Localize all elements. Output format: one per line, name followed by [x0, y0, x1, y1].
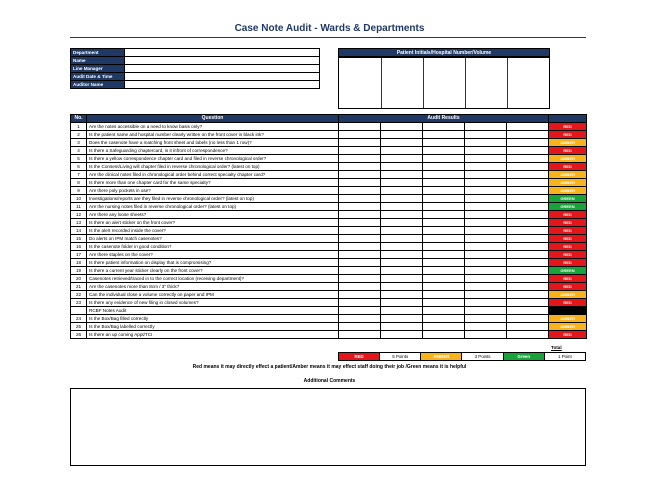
audit-result-cell[interactable]: [339, 323, 381, 331]
audit-result-cell[interactable]: [339, 147, 381, 155]
title-rule: [70, 37, 586, 38]
audit-result-cell[interactable]: [381, 195, 423, 203]
column-divider: [423, 58, 424, 108]
question-number: 12: [71, 211, 87, 219]
question-text: Is the Box/Bag labelled correctly: [87, 323, 339, 331]
audit-result-cell[interactable]: [339, 267, 381, 275]
question-number: 24: [71, 315, 87, 323]
legend-item: Green: [503, 353, 544, 361]
legend-item: AMBER: [421, 353, 462, 361]
question-text: Is the casenote folder in good condition?: [87, 243, 339, 251]
question-text: Is there a current year sticker clearly on the front cover?: [87, 267, 339, 275]
status-badge: GREEN: [549, 267, 587, 275]
audit-result-cell[interactable]: [423, 195, 465, 203]
audit-result-cell[interactable]: [423, 323, 465, 331]
status-badge: RED: [549, 227, 587, 235]
info-value[interactable]: [124, 49, 319, 57]
audit-result-cell[interactable]: [465, 163, 507, 171]
audit-result-cell[interactable]: [465, 195, 507, 203]
question-row: [71, 275, 587, 283]
status-badge: RED: [549, 147, 587, 155]
audit-result-cell[interactable]: [381, 235, 423, 243]
question-number: [71, 307, 87, 315]
question-number: 26: [71, 331, 87, 339]
audit-result-cell[interactable]: [465, 315, 507, 323]
audit-result-cell[interactable]: [381, 259, 423, 267]
question-row: [71, 203, 587, 211]
audit-result-cell[interactable]: [381, 283, 423, 291]
audit-result-cell[interactable]: [381, 179, 423, 187]
question-row: [71, 155, 587, 163]
audit-result-cell[interactable]: [465, 219, 507, 227]
audit-result-cell[interactable]: [339, 227, 381, 235]
question-number: 11: [71, 203, 87, 211]
audit-result-cell[interactable]: [507, 131, 549, 139]
audit-result-cell[interactable]: [423, 235, 465, 243]
question-row: [71, 331, 587, 339]
question-row: [71, 179, 587, 187]
status-badge: [549, 307, 587, 315]
audit-result-cell[interactable]: [381, 251, 423, 259]
audit-result-cell[interactable]: [465, 211, 507, 219]
audit-result-cell[interactable]: [465, 259, 507, 267]
audit-result-cell[interactable]: [465, 147, 507, 155]
question-number: 1: [71, 123, 87, 131]
audit-result-cell[interactable]: [423, 139, 465, 147]
info-row: [71, 65, 320, 73]
audit-result-cell[interactable]: [381, 315, 423, 323]
audit-result-cell[interactable]: [339, 163, 381, 171]
audit-result-cell[interactable]: [423, 267, 465, 275]
info-label: Name: [71, 57, 125, 65]
col-no: No.: [71, 115, 87, 123]
audit-result-cell[interactable]: [381, 307, 423, 315]
question-number: 6: [71, 163, 87, 171]
info-row: [71, 81, 320, 89]
audit-result-cell[interactable]: [381, 243, 423, 251]
info-row: [71, 49, 320, 57]
legend-item: 3 Points: [462, 353, 503, 361]
col-results: Audit Results: [339, 115, 549, 123]
question-text: Are there poly pockets in use?: [87, 187, 339, 195]
question-row: [71, 291, 587, 299]
audit-result-cell[interactable]: [381, 299, 423, 307]
audit-result-cell[interactable]: [465, 299, 507, 307]
audit-result-cell[interactable]: [339, 187, 381, 195]
comments-box[interactable]: [70, 388, 586, 466]
question-number: 16: [71, 243, 87, 251]
audit-result-cell[interactable]: [507, 251, 549, 259]
audit-result-cell[interactable]: [465, 323, 507, 331]
audit-result-cell[interactable]: [423, 331, 465, 339]
question-row: [71, 139, 587, 147]
question-row: [71, 267, 587, 275]
audit-result-cell[interactable]: [507, 275, 549, 283]
question-row: [71, 307, 587, 315]
info-label: Audit Date & Time: [71, 73, 125, 81]
audit-result-cell[interactable]: [465, 171, 507, 179]
audit-result-cell[interactable]: [423, 131, 465, 139]
question-text: Is the Consent/Living will chapter filed in reverse chronological order? (latest on top): [87, 163, 339, 171]
question-number: 18: [71, 259, 87, 267]
patient-header: Patient Initials/Hospital Number/Volume: [338, 48, 550, 57]
status-badge: RED: [549, 219, 587, 227]
question-text: Is the alert recorded inside the cover?: [87, 227, 339, 235]
question-number: 7: [71, 171, 87, 179]
audit-result-cell[interactable]: [423, 147, 465, 155]
audit-result-cell[interactable]: [381, 291, 423, 299]
question-text: Investigations/reports are they filed in reverse chronological order? (latest on top): [87, 195, 339, 203]
audit-result-cell[interactable]: [423, 291, 465, 299]
question-text: Is there an alert sticker on the front cover?: [87, 219, 339, 227]
question-text: Is there a yellow correspondence chapter card and filed in reverse chronological order?: [87, 155, 339, 163]
audit-result-cell[interactable]: [381, 171, 423, 179]
audit-result-cell[interactable]: [465, 179, 507, 187]
audit-result-cell[interactable]: [507, 171, 549, 179]
status-badge: AMBER: [549, 139, 587, 147]
question-row: [71, 323, 587, 331]
status-badge: RED: [549, 275, 587, 283]
audit-result-cell[interactable]: [339, 179, 381, 187]
question-text: Does the casenote have a matching front sheet and labels (no less than 1 row)?: [87, 139, 339, 147]
question-text: Are the notes accessible on a need to know basis only?: [87, 123, 339, 131]
column-divider: [465, 58, 466, 108]
question-row: [71, 219, 587, 227]
question-number: 21: [71, 283, 87, 291]
question-row: [71, 283, 587, 291]
status-badge: RED: [549, 251, 587, 259]
question-text: Can the individual close a volume correctly on paper and IPM: [87, 291, 339, 299]
question-row: [71, 251, 587, 259]
info-value[interactable]: [124, 73, 319, 81]
audit-result-cell[interactable]: [507, 163, 549, 171]
audit-result-cell[interactable]: [381, 275, 423, 283]
audit-result-cell[interactable]: [339, 243, 381, 251]
question-text: Is there any evidence of new filing in closed volumes?: [87, 299, 339, 307]
audit-result-cell[interactable]: [381, 155, 423, 163]
question-row: [71, 171, 587, 179]
question-row: [71, 187, 587, 195]
question-row: [71, 227, 587, 235]
status-badge: AMBER: [549, 291, 587, 299]
audit-result-cell[interactable]: [339, 211, 381, 219]
audit-result-cell[interactable]: [339, 331, 381, 339]
info-table: [70, 48, 320, 89]
question-text: Is the patient name and hospital number clearly written on the front cover in black ink?: [87, 131, 339, 139]
audit-result-cell[interactable]: [507, 235, 549, 243]
audit-result-cell[interactable]: [423, 219, 465, 227]
info-label: Department: [71, 49, 125, 57]
audit-result-cell[interactable]: [339, 315, 381, 323]
audit-result-cell[interactable]: [507, 147, 549, 155]
audit-result-cell[interactable]: [507, 259, 549, 267]
audit-result-cell[interactable]: [423, 275, 465, 283]
audit-result-cell[interactable]: [423, 299, 465, 307]
question-text: Is the Box/Bag filled correctly: [87, 315, 339, 323]
audit-result-cell[interactable]: [339, 219, 381, 227]
status-badge: RED: [549, 163, 587, 171]
audit-result-cell[interactable]: [507, 299, 549, 307]
audit-result-cell[interactable]: [381, 323, 423, 331]
legend-item: RED: [339, 353, 380, 361]
audit-result-cell[interactable]: [465, 267, 507, 275]
audit-result-cell[interactable]: [381, 187, 423, 195]
question-row: [71, 211, 587, 219]
audit-result-cell[interactable]: [381, 123, 423, 131]
audit-result-cell[interactable]: [507, 227, 549, 235]
status-badge: AMBER: [549, 315, 587, 323]
question-text: Are there any loose sheets?: [87, 211, 339, 219]
info-value[interactable]: [124, 65, 319, 73]
status-badge: RED: [549, 131, 587, 139]
question-number: 20: [71, 275, 87, 283]
audit-result-cell[interactable]: [339, 155, 381, 163]
question-text: Is there an up coming Appt/TCI: [87, 331, 339, 339]
status-badge: RED: [549, 299, 587, 307]
question-number: 2: [71, 131, 87, 139]
audit-result-cell[interactable]: [465, 283, 507, 291]
audit-result-cell[interactable]: [423, 251, 465, 259]
question-number: 8: [71, 179, 87, 187]
question-row: [71, 163, 587, 171]
status-badge: RED: [549, 283, 587, 291]
comments-label: Additional Comments: [303, 378, 356, 384]
info-row: [71, 73, 320, 81]
status-badge: RED: [549, 235, 587, 243]
audit-result-cell[interactable]: [339, 203, 381, 211]
status-badge: AMBER: [549, 171, 587, 179]
audit-result-cell[interactable]: [465, 155, 507, 163]
audit-result-cell[interactable]: [465, 187, 507, 195]
legend-item: 1 Point: [544, 353, 585, 361]
question-row: [71, 195, 587, 203]
audit-result-cell[interactable]: [339, 123, 381, 131]
audit-result-cell[interactable]: [465, 243, 507, 251]
audit-result-cell[interactable]: [339, 299, 381, 307]
question-row: [71, 259, 587, 267]
audit-result-cell[interactable]: [339, 139, 381, 147]
question-text: Is there more than one chapter card for the same specialty?: [87, 179, 339, 187]
audit-result-cell[interactable]: [381, 219, 423, 227]
question-text: Casenotes retrieved/traced in to the correct location (receiving department)?: [87, 275, 339, 283]
question-number: 19: [71, 267, 87, 275]
question-number: 5: [71, 155, 87, 163]
col-status: [549, 115, 587, 123]
status-badge: RED: [549, 243, 587, 251]
question-row: [71, 147, 587, 155]
question-text: RCBF Notes Audit: [87, 307, 339, 315]
question-text: Are the clinical notes filed in chronological order behind correct specialty chapter card?: [87, 171, 339, 179]
audit-result-cell[interactable]: [465, 235, 507, 243]
status-badge: AMBER: [549, 187, 587, 195]
info-label: Auditor Name: [71, 81, 125, 89]
status-badge: GREEN: [549, 195, 587, 203]
audit-result-cell[interactable]: [423, 179, 465, 187]
info-value[interactable]: [124, 57, 319, 65]
audit-result-cell[interactable]: [507, 139, 549, 147]
audit-result-cell[interactable]: [423, 307, 465, 315]
legend-table: [338, 352, 586, 361]
audit-result-cell[interactable]: [465, 131, 507, 139]
audit-result-cell[interactable]: [339, 171, 381, 179]
question-number: 10: [71, 195, 87, 203]
audit-result-cell[interactable]: [339, 131, 381, 139]
status-badge: AMBER: [549, 179, 587, 187]
question-number: 9: [71, 187, 87, 195]
audit-result-cell[interactable]: [339, 291, 381, 299]
audit-result-cell[interactable]: [423, 243, 465, 251]
status-badge: GREEN: [549, 203, 587, 211]
audit-result-cell[interactable]: [465, 307, 507, 315]
status-badge: RED: [549, 331, 587, 339]
audit-result-cell[interactable]: [339, 195, 381, 203]
question-row: [71, 235, 587, 243]
audit-result-cell[interactable]: [507, 187, 549, 195]
question-text: Are the casenotes more than 8cm / 3" thick?: [87, 283, 339, 291]
audit-result-cell[interactable]: [507, 267, 549, 275]
audit-result-cell[interactable]: [381, 203, 423, 211]
question-number: 4: [71, 147, 87, 155]
audit-result-cell[interactable]: [507, 155, 549, 163]
audit-result-cell[interactable]: [507, 307, 549, 315]
status-badge: AMBER: [549, 155, 587, 163]
question-row: [71, 315, 587, 323]
audit-result-cell[interactable]: [465, 331, 507, 339]
question-row: [71, 299, 587, 307]
audit-result-cell[interactable]: [423, 171, 465, 179]
audit-result-cell[interactable]: [465, 291, 507, 299]
audit-result-cell[interactable]: [381, 147, 423, 155]
audit-result-cell[interactable]: [339, 283, 381, 291]
status-badge: AMBER: [549, 323, 587, 331]
page-title: Case Note Audit - Wards & Departments: [234, 23, 425, 34]
question-number: 22: [71, 291, 87, 299]
audit-result-cell[interactable]: [423, 211, 465, 219]
question-row: [71, 131, 587, 139]
audit-result-cell[interactable]: [339, 275, 381, 283]
audit-result-cell[interactable]: [423, 163, 465, 171]
question-text: Do alerts on IPM match casenotes?: [87, 235, 339, 243]
info-label: Line Manager: [71, 65, 125, 73]
audit-result-cell[interactable]: [507, 211, 549, 219]
audit-result-cell[interactable]: [507, 123, 549, 131]
question-number: 13: [71, 219, 87, 227]
audit-result-cell[interactable]: [423, 123, 465, 131]
legend-item: 5 Points: [380, 353, 421, 361]
question-row: [71, 123, 587, 131]
audit-result-cell[interactable]: [507, 195, 549, 203]
audit-result-cell[interactable]: [507, 291, 549, 299]
question-number: 17: [71, 251, 87, 259]
question-number: 23: [71, 299, 87, 307]
info-value[interactable]: [124, 81, 319, 89]
audit-result-cell[interactable]: [423, 283, 465, 291]
question-text: Is there a Safeguarding chaptercard, is it infront of correspondence?: [87, 147, 339, 155]
audit-result-cell[interactable]: [507, 243, 549, 251]
question-number: 14: [71, 227, 87, 235]
question-row: [71, 243, 587, 251]
audit-result-cell[interactable]: [339, 307, 381, 315]
audit-result-cell[interactable]: [423, 315, 465, 323]
total-label: Total: [551, 345, 562, 350]
audit-result-cell[interactable]: [465, 275, 507, 283]
question-number: 15: [71, 235, 87, 243]
column-divider: [381, 58, 382, 108]
patient-columns-upper: [338, 57, 550, 109]
audit-result-cell[interactable]: [381, 267, 423, 275]
audit-result-cell[interactable]: [381, 211, 423, 219]
question-text: Are there staples on the cover?: [87, 251, 339, 259]
audit-result-cell[interactable]: [507, 323, 549, 331]
audit-result-cell[interactable]: [465, 251, 507, 259]
question-number: 25: [71, 323, 87, 331]
audit-result-cell[interactable]: [339, 259, 381, 267]
audit-result-cell[interactable]: [507, 315, 549, 323]
audit-result-cell[interactable]: [507, 219, 549, 227]
col-question: Question: [87, 115, 339, 123]
audit-result-cell[interactable]: [507, 203, 549, 211]
info-row: [71, 57, 320, 65]
colour-note: Red means it may directly effect a patient/Amber means it may effect staff doing their job /Green means it is helpful: [192, 364, 467, 370]
question-text: Are the nursing notes filed in reverse chronological order? (latest on top): [87, 203, 339, 211]
status-badge: RED: [549, 259, 587, 267]
audit-result-cell[interactable]: [381, 139, 423, 147]
audit-result-cell[interactable]: [465, 227, 507, 235]
audit-result-cell[interactable]: [507, 331, 549, 339]
audit-result-cell[interactable]: [339, 235, 381, 243]
audit-result-cell[interactable]: [423, 203, 465, 211]
status-badge: RED: [549, 123, 587, 131]
column-divider: [507, 58, 508, 108]
question-table: [70, 114, 587, 339]
audit-result-cell[interactable]: [507, 283, 549, 291]
audit-result-cell[interactable]: [381, 131, 423, 139]
audit-result-cell[interactable]: [465, 139, 507, 147]
audit-result-cell[interactable]: [465, 203, 507, 211]
audit-result-cell[interactable]: [381, 331, 423, 339]
audit-result-cell[interactable]: [381, 163, 423, 171]
audit-result-cell[interactable]: [339, 251, 381, 259]
audit-result-cell[interactable]: [423, 227, 465, 235]
audit-result-cell[interactable]: [507, 179, 549, 187]
question-number: 3: [71, 139, 87, 147]
audit-result-cell[interactable]: [381, 227, 423, 235]
audit-result-cell[interactable]: [423, 187, 465, 195]
status-badge: RED: [549, 211, 587, 219]
audit-result-cell[interactable]: [423, 259, 465, 267]
question-text: Is there patient information on display that is compromising?: [87, 259, 339, 267]
audit-result-cell[interactable]: [465, 123, 507, 131]
audit-result-cell[interactable]: [423, 155, 465, 163]
